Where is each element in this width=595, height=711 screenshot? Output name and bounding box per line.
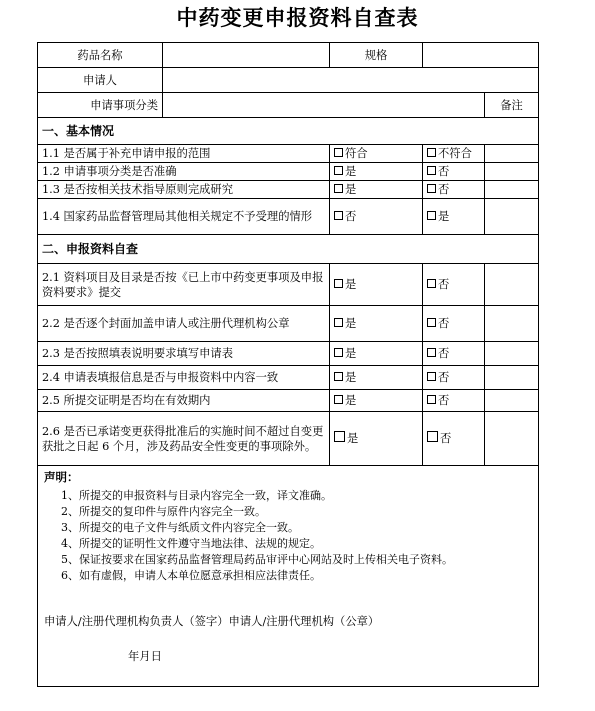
checklist-table [37, 42, 539, 687]
check-item-text: 1.2 申请事项分类是否准确 [38, 163, 330, 181]
option-1[interactable] [330, 145, 423, 163]
checklist-row [38, 145, 539, 163]
option-1[interactable] [330, 390, 423, 412]
remark-cell[interactable] [485, 145, 539, 163]
option-label: 是 [438, 210, 450, 223]
remark-cell[interactable] [485, 199, 539, 235]
option-label: 是 [345, 278, 357, 291]
option-2[interactable] [423, 264, 485, 306]
option-1[interactable] [330, 163, 423, 181]
spec-value[interactable] [423, 43, 539, 68]
option-label: 是 [345, 371, 357, 384]
checkbox-icon[interactable] [427, 279, 436, 288]
checklist-row [38, 163, 539, 181]
option-2[interactable] [423, 366, 485, 390]
option-label: 否 [438, 278, 450, 291]
option-2[interactable] [423, 145, 485, 163]
checkbox-icon[interactable] [334, 348, 343, 357]
checkbox-icon[interactable] [427, 184, 436, 193]
checkbox-icon[interactable] [334, 431, 345, 442]
checklist-row [38, 412, 539, 466]
check-item-text: 2.1 资料项目及目录是否按《已上市中药变更事项及申报资料要求》提交 [38, 264, 330, 306]
option-label: 否 [438, 347, 450, 360]
option-2[interactable] [423, 342, 485, 366]
option-label: 是 [345, 394, 357, 407]
option-1[interactable] [330, 199, 423, 235]
option-label: 不符合 [438, 147, 472, 160]
checkbox-icon[interactable] [427, 318, 436, 327]
option-label: 是 [345, 347, 357, 360]
option-1[interactable] [330, 306, 423, 342]
checklist-row [38, 181, 539, 199]
checkbox-icon[interactable] [334, 372, 343, 381]
option-label: 否 [438, 317, 450, 330]
check-item-text: 2.6 是否已承诺变更获得批准后的实施时间不超过自变更获批之日起 6 个月，涉及药品安全性变更的事项除外。 [38, 412, 330, 466]
checklist-row [38, 390, 539, 412]
statement-cell [38, 466, 539, 687]
remark-cell[interactable] [485, 342, 539, 366]
check-item-text: 2.2 是否逐个封面加盖申请人或注册代理机构公章 [38, 306, 330, 342]
checkbox-icon[interactable] [334, 166, 343, 175]
remark-cell[interactable] [485, 163, 539, 181]
drug-name-label: 药品名称 [38, 43, 163, 68]
option-2[interactable] [423, 199, 485, 235]
option-2[interactable] [423, 390, 485, 412]
checkbox-icon[interactable] [427, 211, 436, 220]
section-title: 一、基本情况 [38, 118, 539, 145]
option-label: 否 [438, 371, 450, 384]
remark-label: 备注 [485, 93, 539, 118]
checkbox-icon[interactable] [427, 166, 436, 175]
option-1[interactable] [330, 366, 423, 390]
section-header-basic [38, 118, 539, 145]
statement-item: 5、保证按要求在国家药品监督管理局药品审评中心网站及时上传相关电子资料。 [61, 553, 453, 566]
option-label: 否 [440, 432, 452, 445]
option-label: 是 [345, 165, 357, 178]
section-title: 二、申报资料自查 [38, 235, 539, 264]
checklist-row [38, 264, 539, 306]
applicant-row [38, 68, 539, 93]
check-item-text: 2.4 申请表填报信息是否与申报资料中内容一致 [38, 366, 330, 390]
checkbox-icon[interactable] [427, 348, 436, 357]
check-item-text: 2.3 是否按照填表说明要求填写申请表 [38, 342, 330, 366]
option-label: 否 [438, 165, 450, 178]
option-1[interactable] [330, 342, 423, 366]
statement-item: 1、所提交的申报资料与目录内容完全一致，译文准确。 [61, 489, 332, 502]
category-label: 申请事项分类 [38, 93, 163, 118]
drug-name-value[interactable] [163, 43, 330, 68]
checkbox-icon[interactable] [427, 431, 438, 442]
option-2[interactable] [423, 306, 485, 342]
checkbox-icon[interactable] [334, 148, 343, 157]
check-item-text: 1.1 是否属于补充申请申报的范围 [38, 145, 330, 163]
remark-cell[interactable] [485, 181, 539, 199]
checkbox-icon[interactable] [334, 279, 343, 288]
checkbox-icon[interactable] [427, 372, 436, 381]
statement-label: 声明： [44, 470, 79, 484]
option-label: 符合 [345, 147, 368, 160]
checklist-row [38, 342, 539, 366]
checklist-row [38, 306, 539, 342]
option-1[interactable] [330, 412, 423, 466]
remark-cell[interactable] [485, 306, 539, 342]
section-header-materials [38, 235, 539, 264]
checkbox-icon[interactable] [334, 211, 343, 220]
check-item-text: 1.3 是否按相关技术指导原则完成研究 [38, 181, 330, 199]
checkbox-icon[interactable] [334, 318, 343, 327]
option-2[interactable] [423, 412, 485, 466]
statement-item: 2、所提交的复印件与原件内容完全一致。 [61, 505, 266, 518]
option-label: 是 [345, 317, 357, 330]
form-title: 中药变更申报资料自查表 [176, 6, 419, 30]
drug-name-row [38, 43, 539, 68]
option-2[interactable] [423, 181, 485, 199]
remark-cell[interactable] [485, 390, 539, 412]
option-2[interactable] [423, 163, 485, 181]
checklist-row [38, 199, 539, 235]
checkbox-icon[interactable] [427, 395, 436, 404]
signature-line: 申请人/注册代理机构负责人（签字）申请人/注册代理机构（公章） [44, 615, 380, 628]
option-label: 否 [438, 394, 450, 407]
statement-row [38, 466, 539, 687]
checklist-row [38, 366, 539, 390]
date-label: 年月日 [128, 650, 162, 663]
applicant-label: 申请人 [38, 68, 163, 93]
statement-item: 6、如有虚假，申请人本单位愿意承担相应法律责任。 [61, 569, 321, 582]
option-1[interactable] [330, 264, 423, 306]
option-label: 是 [347, 432, 359, 445]
option-1[interactable] [330, 181, 423, 199]
checkbox-icon[interactable] [427, 148, 436, 157]
applicant-value[interactable] [163, 68, 539, 93]
checkbox-icon[interactable] [334, 395, 343, 404]
remark-cell[interactable] [485, 366, 539, 390]
remark-cell[interactable] [485, 264, 539, 306]
option-label: 是 [345, 183, 357, 196]
category-value[interactable] [163, 93, 485, 118]
spec-label: 规格 [330, 43, 423, 68]
checkbox-icon[interactable] [334, 184, 343, 193]
remark-cell[interactable] [485, 412, 539, 466]
statement-item: 3、所提交的电子文件与纸质文件内容完全一致。 [61, 521, 299, 534]
statement-item: 4、所提交的证明性文件遵守当地法律、法规的规定。 [61, 537, 321, 550]
option-label: 否 [345, 210, 357, 223]
check-item-text: 2.5 所提交证明是否均在有效期内 [38, 390, 330, 412]
check-item-text: 1.4 国家药品监督管理局其他相关规定不予受理的情形 [38, 199, 330, 235]
category-row [38, 93, 539, 118]
option-label: 否 [438, 183, 450, 196]
